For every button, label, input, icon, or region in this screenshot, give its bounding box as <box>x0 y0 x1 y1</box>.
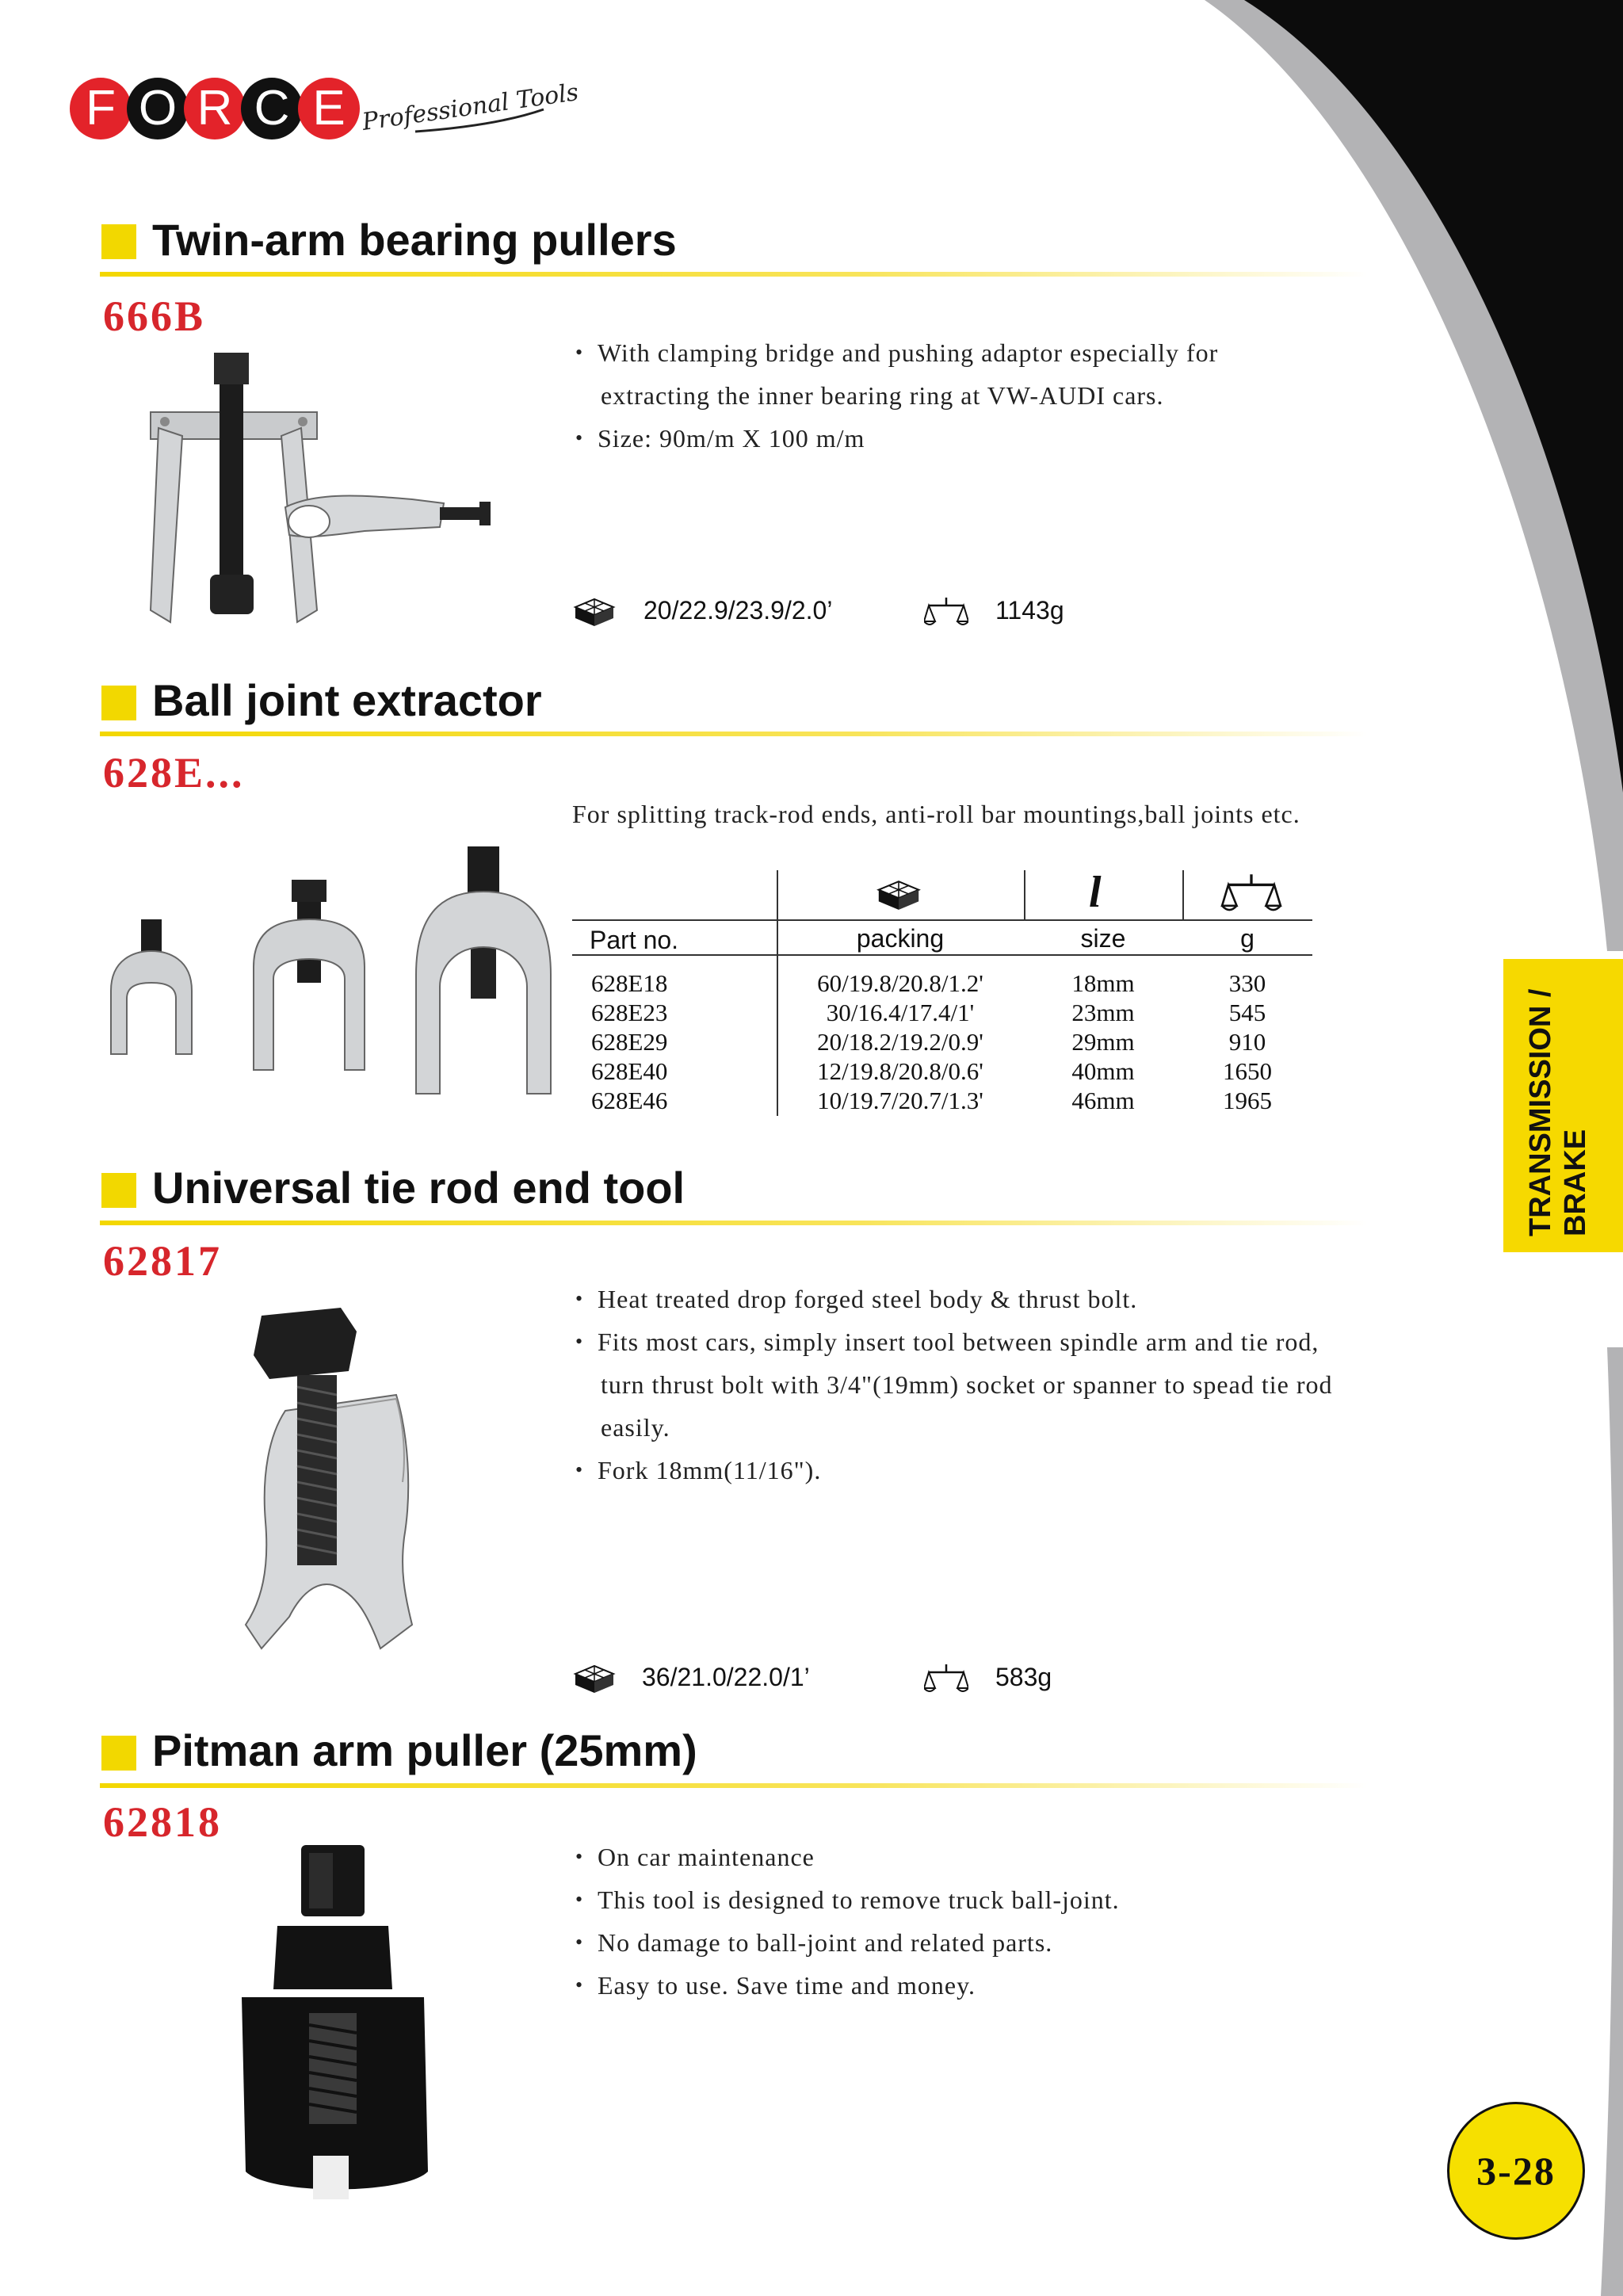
feature-bullet: • No damage to ball-joint and related parts. <box>575 1928 1053 1957</box>
cell-weight: 545 <box>1228 999 1266 1026</box>
logo-swash <box>412 105 547 136</box>
logo-tagline: Professional Tools <box>360 78 581 136</box>
logo-letter-c: C <box>241 78 303 139</box>
tie-rod-tool-image <box>222 1300 460 1680</box>
section-rule <box>100 1783 1368 1788</box>
side-tab-line-1: TRANSMISSION / <box>1524 988 1557 1236</box>
table-divider <box>1024 870 1025 921</box>
logo-letter-o: O <box>127 78 189 139</box>
table-header-packing: packing <box>856 924 945 953</box>
feature-bullet-continuation: easily. <box>601 1413 670 1442</box>
section-rule <box>100 732 1368 736</box>
table-header-part-no: Part no. <box>590 926 679 954</box>
cell-weight: 1650 <box>1223 1057 1272 1085</box>
feature-bullet: • Size: 90m/m X 100 m/m <box>575 424 865 453</box>
cell-weight: 1965 <box>1223 1087 1272 1114</box>
section-marker <box>101 224 136 259</box>
cell-packing: 30/16.4/17.4/1' <box>826 999 975 1026</box>
cell-size: 23mm <box>1071 999 1135 1026</box>
table-header-size: size <box>1080 924 1126 953</box>
ball-joint-extractors-image <box>103 840 579 1102</box>
cell-weight: 330 <box>1228 969 1266 997</box>
cell-part-no: 628E18 <box>591 969 668 997</box>
logo-letter-f: F <box>70 78 132 139</box>
box-icon <box>572 596 617 628</box>
box-icon <box>572 1663 617 1694</box>
feature-bullet: • This tool is designed to remove truck ball-joint. <box>575 1885 1120 1914</box>
cell-part-no: 628E29 <box>591 1028 668 1056</box>
cell-size: 46mm <box>1071 1087 1135 1114</box>
table-header-weight: g <box>1240 924 1254 953</box>
weight-spec: 1143g <box>995 596 1064 625</box>
section-title: Ball joint extractor <box>152 675 542 725</box>
side-tab-line-2: BRAKE <box>1559 1129 1592 1236</box>
section-title: Twin-arm bearing pullers <box>152 215 677 265</box>
scale-icon <box>924 594 968 629</box>
feature-bullet: • With clamping bridge and pushing adaptor especially for <box>575 338 1219 367</box>
weight-spec: 583g <box>995 1663 1052 1691</box>
product-code: 666B <box>103 292 206 340</box>
section-rule <box>100 1221 1368 1225</box>
scale-icon <box>924 1661 968 1696</box>
scale-icon <box>1220 870 1282 916</box>
section-title: Pitman arm puller (25mm) <box>152 1725 697 1775</box>
box-icon <box>875 878 922 911</box>
length-icon: l <box>1089 868 1102 917</box>
table-rule <box>572 919 1312 921</box>
cell-weight: 910 <box>1228 1028 1266 1056</box>
cell-part-no: 628E40 <box>591 1057 668 1085</box>
feature-bullet: • Easy to use. Save time and money. <box>575 1971 976 2000</box>
feature-bullet-continuation: extracting the inner bearing ring at VW-AUDI cars. <box>601 381 1164 410</box>
product-code: 628E... <box>103 749 245 797</box>
category-side-tab-label <box>1523 989 1593 1236</box>
cell-size: 40mm <box>1071 1057 1135 1085</box>
product-description: For splitting track-rod ends, anti-roll bar mountings,ball joints etc. <box>572 800 1300 828</box>
page-number: 3-28 <box>1447 2102 1585 2240</box>
product-code: 62817 <box>103 1237 222 1285</box>
table-rule <box>572 954 1312 956</box>
packing-spec: 36/21.0/22.0/1’ <box>642 1663 810 1691</box>
cell-packing: 20/18.2/19.2/0.9' <box>817 1028 983 1056</box>
twin-arm-puller-image <box>127 349 555 634</box>
packing-spec: 20/22.9/23.9/2.0’ <box>643 596 833 625</box>
cell-packing: 12/19.8/20.8/0.6' <box>817 1057 983 1085</box>
cell-part-no: 628E23 <box>591 999 668 1026</box>
section-marker <box>101 686 136 720</box>
section-rule <box>100 272 1368 277</box>
cell-part-no: 628E46 <box>591 1087 668 1114</box>
product-code: 62818 <box>103 1798 222 1846</box>
section-title: Universal tie rod end tool <box>152 1163 685 1213</box>
feature-bullet: • Heat treated drop forged steel body & thrust bolt. <box>575 1285 1138 1313</box>
table-divider <box>1182 870 1184 921</box>
cell-size: 29mm <box>1071 1028 1135 1056</box>
logo-letter-r: R <box>184 78 246 139</box>
section-marker <box>101 1736 136 1771</box>
logo-letter-e: E <box>298 78 360 139</box>
cell-packing: 10/19.7/20.7/1.3' <box>817 1087 983 1114</box>
feature-bullet: • On car maintenance <box>575 1843 815 1871</box>
pitman-arm-puller-image <box>230 1839 468 2211</box>
cell-packing: 60/19.8/20.8/1.2' <box>817 969 983 997</box>
cell-size: 18mm <box>1071 969 1135 997</box>
feature-bullet-continuation: turn thrust bolt with 3/4"(19mm) socket or spanner to spead tie rod <box>601 1370 1333 1399</box>
section-marker <box>101 1173 136 1208</box>
feature-bullet: • Fork 18mm(11/16"). <box>575 1456 822 1484</box>
feature-bullet: • Fits most cars, simply insert tool between spindle arm and tie rod, <box>575 1328 1319 1356</box>
